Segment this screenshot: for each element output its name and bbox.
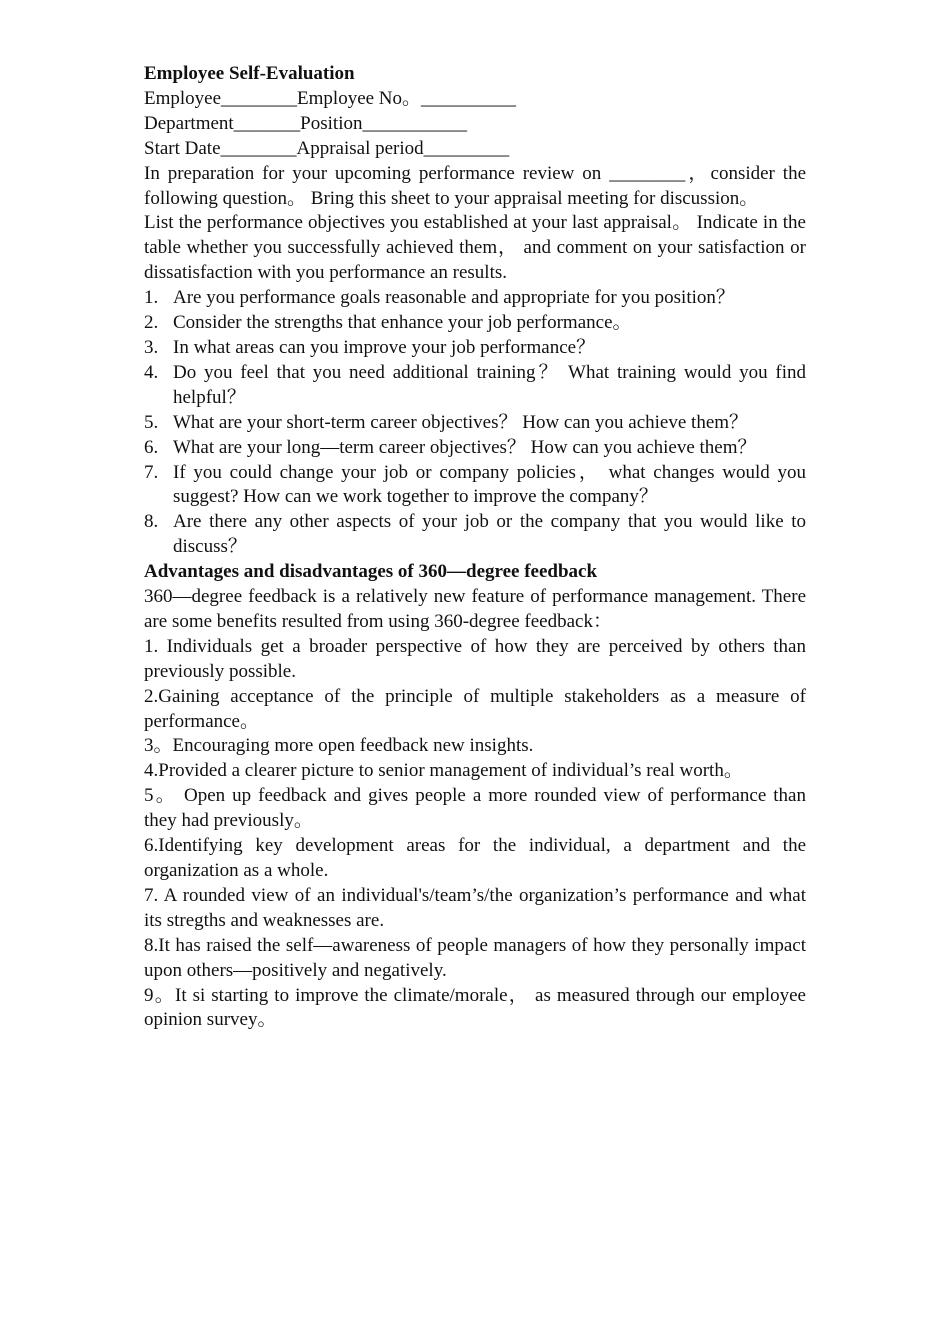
benefit-item: 9。It si starting to improve the climate/morale， as measured through our employee opinion survey。 [144,984,806,1031]
question-text: In what areas can you improve your job performance？ [173,336,596,358]
document-title: Employee Self-Evaluation [144,63,355,84]
employee-line: Employee________Employee No。__________ [144,87,517,109]
question-item [144,461,806,511]
department-line: Department_______Position___________ [144,112,467,134]
question-item [144,311,806,336]
benefit-item: 2.Gaining acceptance of the principle of multiple stakeholders as a measure of performance。 [144,685,806,732]
document-page [144,62,806,1033]
feedback-intro: 360—degree feedback is a relatively new feature of performance management. There are some benefits resulted from using 360-degree feedback： [144,586,806,632]
intro-paragraph: In preparation for your upcoming performance review on ________，consider the following question。 Bring this sheet to your appraisal meeting for discussion。 [144,162,806,209]
question-number: 7. [144,461,159,483]
question-item [144,510,806,560]
question-number: 6. [144,436,159,458]
question-text: Are there any other aspects of your job or the company that you would like to discuss？ [173,511,806,558]
question-item [144,286,806,311]
question-number: 2. [144,312,159,334]
question-text: What are your short-term career objectives？ How can you achieve them？ [173,411,749,433]
start-date-line: Start Date________Appraisal period_________ [144,137,510,159]
benefit-item: 3。Encouraging more open feedback new insights. [144,735,534,757]
benefit-item: 1. Individuals get a broader perspective of how they are perceived by others than previously possible. [144,635,806,682]
feedback-heading: Advantages and disadvantages of 360—degree feedback [144,561,598,583]
question-item [144,361,806,411]
question-text: What are your long—term career objectives？ How can you achieve them？ [173,436,757,458]
benefit-item: 8.It has raised the self—awareness of people managers of how they personally impact upon others—positively and negatively. [144,934,806,981]
benefit-item: 7. A rounded view of an individual's/team’s/the organization’s performance and what its stregths and weaknesses are. [144,884,806,931]
question-item [144,411,806,436]
question-text: Do you feel that you need additional training？ What training would you find helpful？ [173,361,806,408]
question-item [144,436,806,461]
question-item [144,336,806,361]
benefit-item: 4.Provided a clearer picture to senior management of individual’s real worth。 [144,760,743,782]
question-list [144,286,806,560]
question-number: 5. [144,411,159,433]
question-text: Are you performance goals reasonable and appropriate for you position？ [173,287,735,309]
objectives-paragraph: List the performance objectives you established at your last appraisal。 Indicate in the table whether you successfully achieved them， and comment on your satisfaction or dissatisfaction with you performance an results. [144,212,806,284]
benefit-item: 6.Identifying key development areas for the individual, a department and the organization as a whole. [144,835,806,881]
question-text: If you could change your job or company policies， what changes would you suggest? How can we work together to improve the company？ [173,461,806,508]
benefit-item: 5。 Open up feedback and gives people a more rounded view of performance than they had previously。 [144,785,806,832]
question-number: 8. [144,511,159,533]
question-text: Consider the strengths that enhance your job performance。 [173,312,632,334]
question-number: 3. [144,336,159,358]
question-number: 4. [144,361,159,383]
question-number: 1. [144,287,159,309]
